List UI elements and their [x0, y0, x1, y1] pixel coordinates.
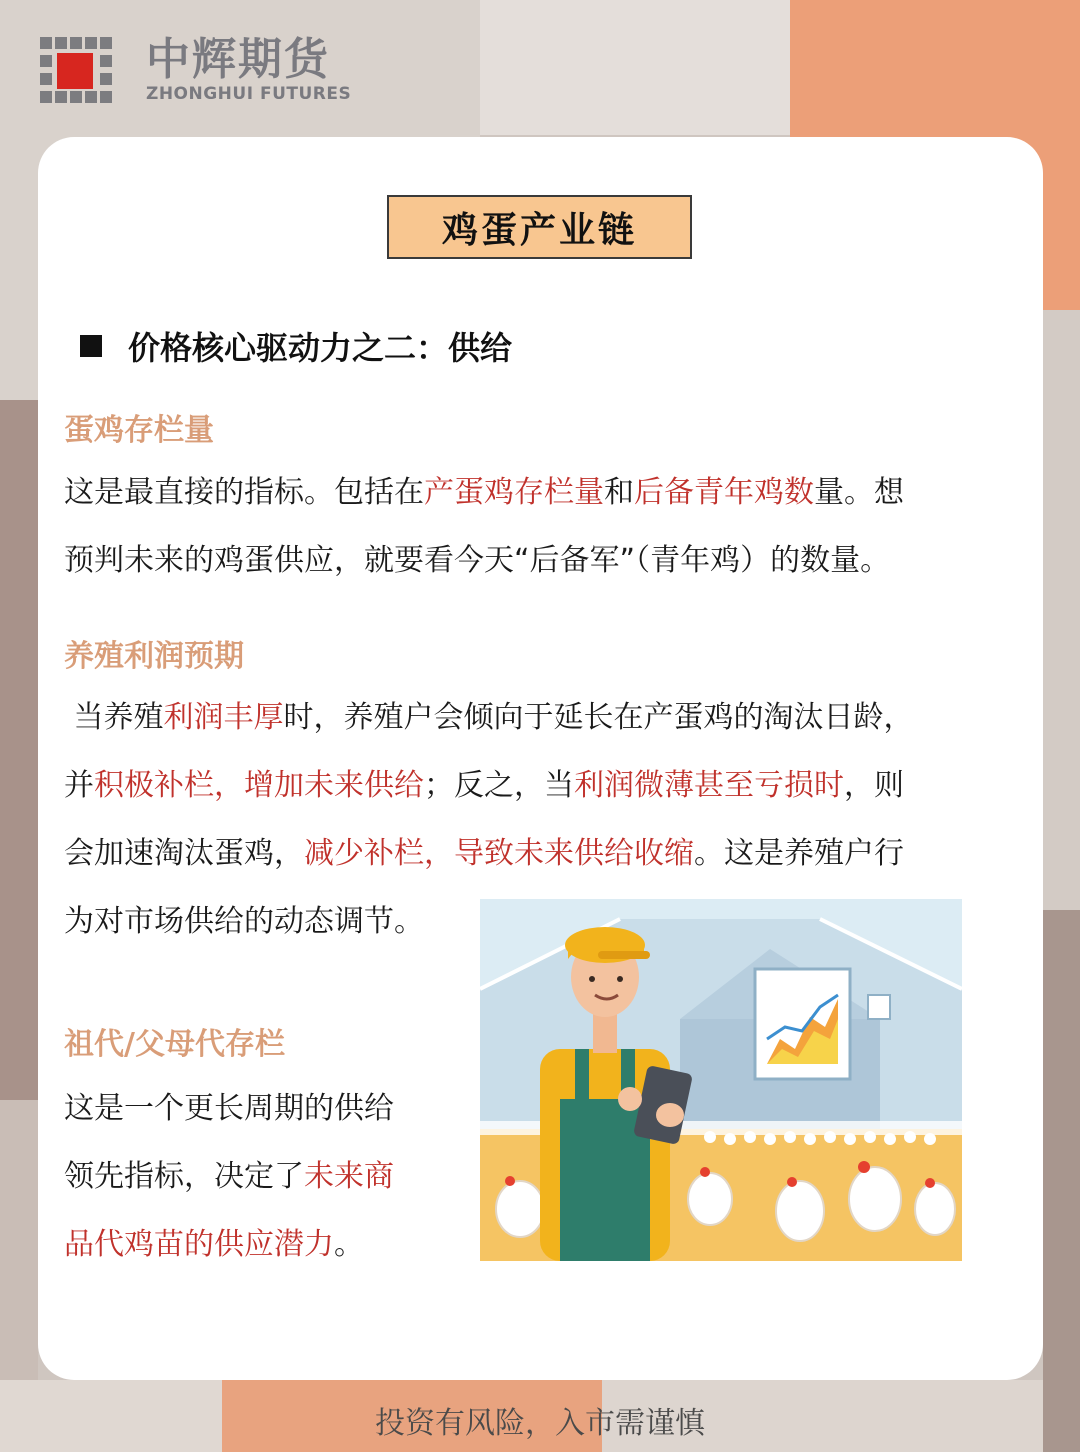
subheading-layer-stock: 蛋鸡存栏量: [64, 413, 214, 448]
body-text: 领先指标，决定了: [64, 1159, 304, 1194]
page-title: 鸡蛋产业链: [387, 195, 692, 259]
body-text: ；反之，当: [424, 768, 574, 803]
risk-disclaimer: 投资有风险，入市需谨慎: [375, 1406, 705, 1441]
highlighted-text: 后备青年鸡数: [634, 475, 814, 510]
body-text: 预判未来的鸡蛋供应，就要看今天“后备军”（青年鸡）的数量。: [64, 543, 891, 578]
body-text: 。: [334, 1227, 364, 1262]
paragraph-line: [64, 820, 914, 888]
body-text: 这是一个更长周期的供给: [64, 1091, 394, 1126]
highlighted-text: 利润丰厚: [163, 700, 284, 735]
body-text: 。这是养殖户行: [694, 836, 904, 871]
highlighted-text: 减少补栏，导致未来供给收缩: [304, 836, 694, 871]
section-heading: [80, 323, 512, 369]
paragraph-breeder-stock: [64, 1075, 394, 1279]
highlighted-text: 未来商: [304, 1159, 394, 1194]
square-bullet-icon: [80, 335, 102, 357]
brand-name-cn: 中辉期货: [146, 34, 330, 85]
subheading-breeder-stock: 祖代/父母代存栏: [64, 1027, 285, 1062]
highlighted-text: 积极补栏，增加未来供给: [94, 768, 424, 803]
body-text: 和: [604, 475, 634, 510]
body-text: 会加速淘汰蛋鸡，: [64, 836, 304, 871]
farmer-illustration: [480, 899, 962, 1261]
body-text: 当养殖: [64, 700, 164, 735]
paragraph-line: [64, 752, 914, 820]
paragraph-layer-stock: [64, 459, 904, 595]
bg-block: [0, 400, 38, 1100]
content-card: [38, 137, 1043, 1380]
brand-logo: [40, 36, 351, 104]
body-text: 为对市场供给的动态调节。: [64, 904, 424, 939]
highlighted-text: 利润微薄甚至亏损时: [574, 768, 844, 803]
paragraph-line: [64, 1143, 394, 1211]
highlighted-text: 品代鸡苗的供应潜力: [64, 1227, 334, 1262]
body-text: 时，养殖户会倾向于延长在产蛋鸡的淘汰日龄，: [283, 700, 914, 735]
body-text: 量。想: [814, 475, 904, 510]
bg-block: [1043, 910, 1080, 1452]
subheading-profit-expectation: 养殖利润预期: [64, 639, 244, 674]
bg-block: [1043, 310, 1080, 910]
highlighted-text: 产蛋鸡存栏量: [424, 475, 604, 510]
paragraph-line: [64, 527, 904, 595]
body-text: ，则: [844, 768, 904, 803]
body-text: 这是最直接的指标。包括在: [64, 475, 424, 510]
section-heading-text: 价格核心驱动力之二：供给: [128, 329, 513, 367]
paragraph-line: [64, 1211, 394, 1279]
paragraph-line: [64, 459, 904, 527]
logo-grid-icon: [40, 37, 112, 103]
brand-name-en: ZHONGHUI FUTURES: [146, 84, 352, 104]
paragraph-line: [64, 1075, 394, 1143]
body-text: 并: [64, 768, 94, 803]
paragraph-line: [64, 684, 914, 752]
bg-block: [480, 0, 790, 135]
